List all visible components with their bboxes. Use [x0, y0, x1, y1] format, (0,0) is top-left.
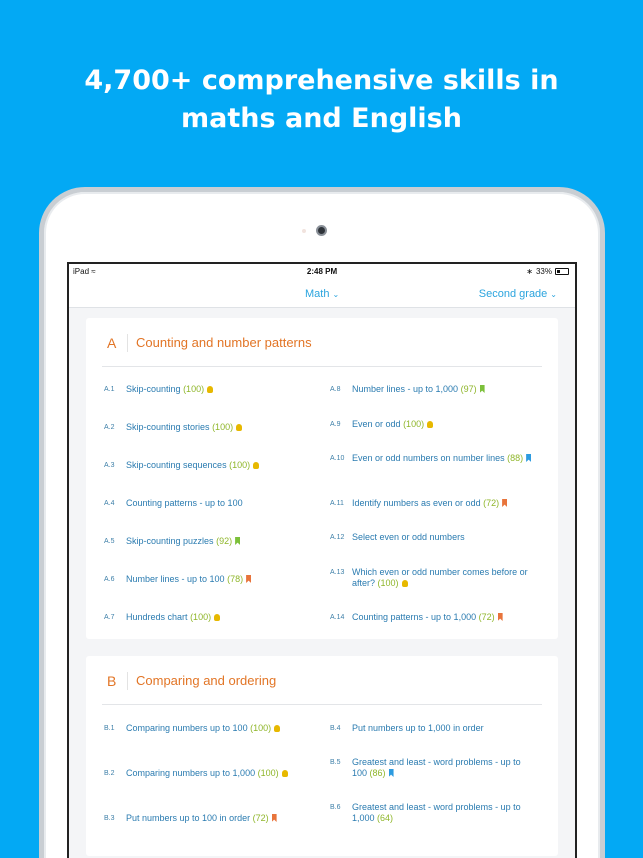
orange-flag-icon	[272, 814, 277, 822]
orange-flag-icon	[502, 499, 507, 507]
divider	[102, 704, 542, 705]
skill-name: Skip-counting	[126, 384, 181, 394]
skill-score: (97)	[460, 384, 477, 394]
skill-name: Comparing numbers up to 1,000	[126, 768, 256, 778]
skill-name: Select even or odd numbers	[352, 532, 465, 542]
green-flag-icon	[235, 537, 240, 545]
award-icon	[282, 770, 288, 777]
skill-score: (100)	[190, 612, 212, 622]
skill-code: A.6	[104, 576, 115, 583]
skill-name: Identify numbers as even or odd	[352, 498, 481, 508]
blue-flag-icon	[526, 454, 531, 462]
section-card-a	[86, 318, 558, 639]
battery-percent: 33%	[535, 267, 552, 276]
skill-name: Put numbers up to 1,000 in order	[352, 723, 484, 733]
skill-name: Counting patterns - up to 1,000	[352, 612, 477, 622]
skill-score: (100)	[250, 723, 272, 733]
skill-code: A.10	[330, 455, 345, 462]
award-icon	[253, 462, 259, 469]
skill-name: Skip-counting puzzles	[126, 536, 214, 546]
skill-score: (64)	[377, 813, 394, 823]
skill-code: B.5	[330, 759, 341, 766]
skill-code: B.2	[104, 770, 115, 777]
skill-code: A.12	[330, 534, 345, 541]
battery-icon	[555, 268, 569, 275]
headline	[0, 62, 643, 138]
divider	[102, 366, 542, 367]
chevron-down-icon: ⌄	[550, 290, 557, 299]
bluetooth-icon: ∗	[526, 267, 533, 276]
skill-code: A.11	[330, 500, 344, 507]
ipad-screen	[67, 262, 577, 858]
orange-flag-icon	[246, 575, 251, 583]
skill-name: Skip-counting sequences	[126, 460, 227, 470]
skill-score: (100)	[257, 768, 279, 778]
skill-code: A.4	[104, 500, 115, 507]
skill-score: (92)	[216, 536, 233, 546]
skill-score: (72)	[483, 498, 500, 508]
skill-code: B.3	[104, 815, 115, 822]
chevron-down-icon: ⌄	[332, 290, 340, 299]
skill-code: A.9	[330, 421, 341, 428]
skill-code: A.1	[104, 386, 115, 393]
skill-name: Greatest and least - word problems - up to 100	[352, 757, 521, 778]
skill-code: A.8	[330, 386, 341, 393]
light-sensor	[302, 229, 306, 233]
section-header	[86, 656, 558, 706]
skill-score: (88)	[507, 453, 524, 463]
skill-code: B.6	[330, 804, 341, 811]
skill-code: A.14	[330, 614, 345, 621]
skill-code: B.4	[330, 725, 341, 732]
award-icon	[207, 386, 213, 393]
section-letter: B	[107, 673, 117, 689]
skill-code: A.7	[104, 614, 115, 621]
skill-code: A.2	[104, 424, 115, 431]
grade-dropdown[interactable]	[479, 288, 557, 300]
status-right	[526, 267, 569, 276]
nav-bar	[69, 280, 575, 308]
skill-name: Number lines - up to 1,000	[352, 384, 459, 394]
device-name: iPad	[73, 267, 90, 276]
section-title: Counting and number patterns	[136, 335, 312, 350]
skill-score: (72)	[252, 813, 269, 823]
status-time: 2:48 PM	[306, 267, 338, 276]
skill-name: Even or odd numbers on number lines	[352, 453, 505, 463]
skill-name: Number lines - up to 100	[126, 574, 225, 584]
section-letter: A	[107, 335, 117, 351]
skill-name: Which even or odd number comes before or after?	[352, 567, 528, 588]
section-header	[86, 318, 558, 368]
skill-score: (100)	[183, 384, 205, 394]
award-icon	[274, 725, 280, 732]
skill-name: Greatest and least - word problems - up to 1,000	[352, 802, 521, 823]
wifi-icon: ≈	[91, 267, 96, 276]
skill-name: Put numbers up to 100 in order	[126, 813, 251, 823]
headline-line-2: maths and English	[181, 103, 462, 134]
camera-icon	[316, 225, 327, 236]
award-icon	[427, 421, 433, 428]
skill-name: Comparing numbers up to 100	[126, 723, 248, 733]
divider	[127, 334, 128, 352]
skill-name: Hundreds chart	[126, 612, 188, 622]
section-title: Comparing and ordering	[136, 673, 277, 688]
blue-flag-icon	[389, 769, 394, 777]
section-card-b	[86, 656, 558, 856]
award-icon	[214, 614, 220, 621]
skill-score: (100)	[212, 422, 234, 432]
divider	[127, 672, 128, 690]
skill-name: Skip-counting stories	[126, 422, 210, 432]
award-icon	[236, 424, 242, 431]
skill-score: (72)	[478, 612, 495, 622]
subject-label: Math	[305, 288, 330, 300]
skill-code: A.3	[104, 462, 115, 469]
skill-code: A.13	[330, 569, 345, 576]
skill-score: (86)	[369, 768, 386, 778]
subject-dropdown[interactable]	[305, 288, 339, 300]
skill-score: (100)	[377, 578, 399, 588]
headline-line-1: 4,700+ comprehensive skills in	[84, 65, 559, 96]
green-flag-icon	[480, 385, 485, 393]
skill-code: A.5	[104, 538, 115, 545]
skill-score: (78)	[227, 574, 244, 584]
skill-name: Even or odd	[352, 419, 401, 429]
orange-flag-icon	[498, 613, 503, 621]
grade-label: Second grade	[478, 288, 548, 300]
skill-score: (100)	[229, 460, 251, 470]
award-icon	[402, 580, 408, 587]
skill-score: (100)	[403, 419, 425, 429]
status-bar	[69, 264, 575, 280]
skill-name: Counting patterns - up to 100	[126, 498, 243, 508]
skill-code: B.1	[104, 725, 115, 732]
